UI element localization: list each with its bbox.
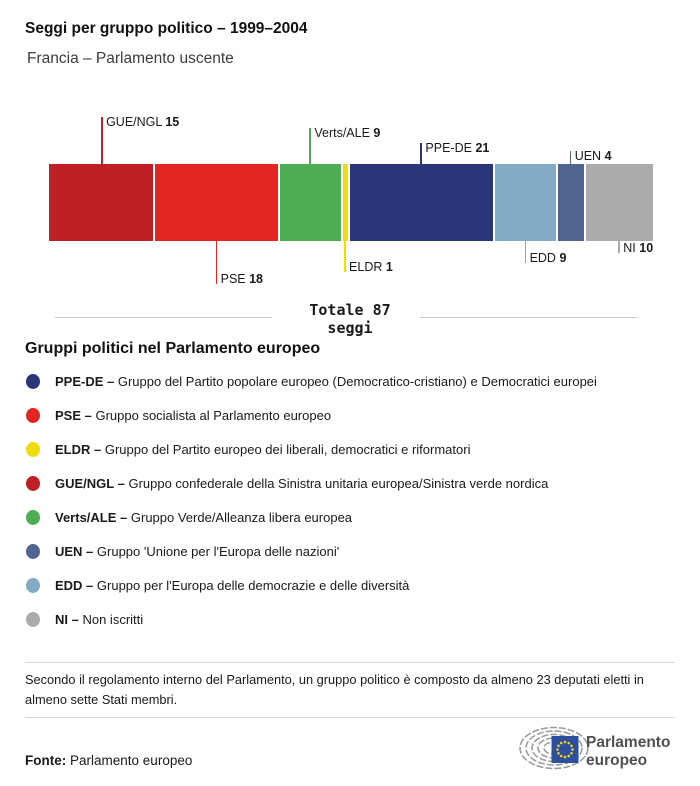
- legend-dot-icon: [26, 544, 40, 559]
- eu-star-icon: [564, 756, 567, 759]
- eu-flag-icon: [552, 736, 579, 763]
- legend-item-text: UEN – Gruppo 'Unione per l'Europa delle nazioni': [55, 543, 340, 559]
- callout-label-gue-ngl: GUE/NGL 15: [106, 115, 180, 129]
- legend-item-text: EDD – Gruppo per l'Europa delle democrazie e delle diversità: [55, 577, 410, 593]
- source-value: Parlamento europeo: [70, 753, 193, 768]
- callout-line-verts-ale: [309, 128, 311, 164]
- legend-item-text: Verts/ALE – Gruppo Verde/Alleanza libera europea: [55, 509, 353, 525]
- legend-heading: Gruppi politici nel Parlamento europeo: [25, 340, 321, 357]
- legend-item-ni: [26, 602, 686, 636]
- legend-item-ppe-de: [26, 364, 686, 398]
- legend-item-text: GUE/NGL – Gruppo confederale della Sinistra unitaria europea/Sinistra verde nordica: [55, 475, 549, 491]
- callout-label-ppe-de: PPE-DE 21: [425, 141, 490, 155]
- page-title: Seggi per gruppo politico – 1999–2004: [25, 20, 308, 37]
- callout-label-eldr: ELDR 1: [349, 260, 393, 274]
- legend-item-text: ELDR – Gruppo del Partito europeo dei liberali, democratici e riformatori: [55, 441, 471, 457]
- callout-label-verts-ale: Verts/ALE 9: [314, 126, 381, 140]
- eu-star-icon: [570, 752, 573, 755]
- legend-dot-icon: [26, 578, 40, 593]
- bar-segment-eldr[interactable]: [341, 164, 348, 241]
- total-seats-line1: Totale 87: [309, 301, 391, 319]
- legend-item-text: PSE – Gruppo socialista al Parlamento europeo: [55, 407, 332, 423]
- legend-item-gue-ngl: [26, 466, 686, 500]
- divider-bottom: [25, 717, 675, 718]
- bar-segment-edd[interactable]: [493, 164, 555, 241]
- callout-line-uen: [570, 151, 572, 164]
- legend-dot-icon: [26, 408, 40, 423]
- bar-segment-ppe-de[interactable]: [348, 164, 494, 241]
- footnote: Secondo il regolamento interno del Parlamento, un gruppo politico è composto da almeno 23 deputati eletti in almeno sette Stati membri.: [25, 672, 644, 707]
- eu-star-icon: [560, 742, 563, 745]
- legend-item-edd: [26, 568, 686, 602]
- bar-segment-verts-ale[interactable]: [278, 164, 340, 241]
- european-parliament-logo: [518, 719, 682, 775]
- callout-line-pse: [216, 241, 218, 284]
- bar-segment-uen[interactable]: [556, 164, 584, 241]
- source-label: Fonte:: [25, 753, 67, 768]
- bar-segment-pse[interactable]: [153, 164, 278, 241]
- total-seats-line2: seggi: [327, 319, 373, 337]
- eu-star-icon: [567, 742, 570, 745]
- eu-star-icon: [556, 748, 559, 751]
- bar-segment-gue-ngl[interactable]: [49, 164, 153, 241]
- callout-label-uen: UEN 4: [574, 149, 612, 163]
- legend-item-text: NI – Non iscritti: [55, 611, 144, 627]
- svg-text:europeo: europeo: [586, 752, 648, 769]
- legend-dot-icon: [26, 612, 40, 627]
- legend-dot-icon: [26, 510, 40, 525]
- callout-label-edd: EDD 9: [529, 251, 567, 265]
- legend-item-verts-ale: [26, 500, 686, 534]
- callout-label-ni: NI 10: [623, 241, 654, 255]
- callout-line-eldr: [344, 241, 346, 272]
- legend-list: [26, 364, 686, 636]
- legend-dot-icon: [26, 442, 40, 457]
- eu-star-icon: [557, 744, 560, 747]
- callout-line-ppe-de: [420, 143, 422, 164]
- bar-segment-ni[interactable]: [584, 164, 653, 241]
- callout-line-edd: [525, 241, 527, 263]
- legend-item-text: PPE-DE – Gruppo del Partito popolare europeo (Democratico-cristiano) e Democratici europei: [55, 373, 597, 389]
- legend-dot-icon: [26, 476, 40, 491]
- svg-text:Parlamento: Parlamento: [586, 734, 671, 751]
- legend-item-pse: [26, 398, 686, 432]
- eu-star-icon: [571, 748, 574, 751]
- callout-line-gue-ngl: [101, 117, 103, 164]
- divider-top: [25, 662, 675, 663]
- eu-star-icon: [570, 744, 573, 747]
- callout-line-ni: [618, 241, 620, 253]
- legend-item-uen: [26, 534, 686, 568]
- page-subtitle: Francia – Parlamento uscente: [27, 50, 234, 67]
- seats-stacked-bar-chart: [0, 100, 700, 300]
- eu-star-icon: [567, 755, 570, 758]
- eu-star-icon: [560, 755, 563, 758]
- callout-label-pse: PSE 18: [220, 272, 264, 286]
- legend-item-eldr: [26, 432, 686, 466]
- total-seats-block: [0, 300, 700, 340]
- eu-star-icon: [557, 752, 560, 755]
- total-seats-label: [0, 301, 700, 337]
- parliament-hemicycle-icon: [518, 719, 682, 775]
- source-line: [25, 753, 192, 768]
- legend-dot-icon: [26, 374, 40, 389]
- eu-star-icon: [564, 741, 567, 744]
